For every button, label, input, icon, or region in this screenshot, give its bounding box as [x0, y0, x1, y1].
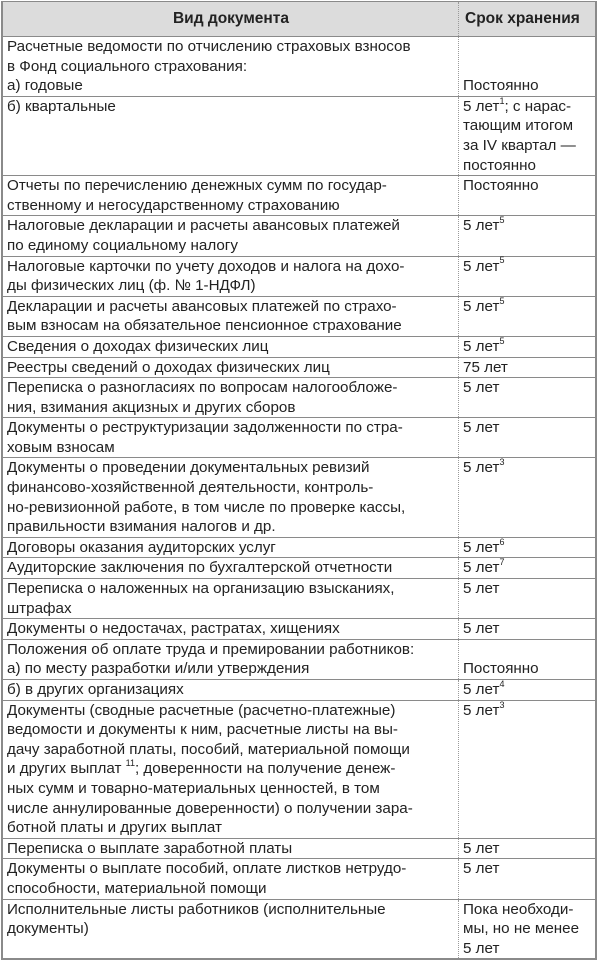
- term-value: 5 лет: [463, 257, 500, 275]
- term-cell: [459, 296, 597, 336]
- term-cell: [459, 458, 597, 537]
- document-line: ведомости и документы к ним, расчетные листы на вы-: [7, 721, 398, 739]
- document-cell: [2, 700, 459, 838]
- document-line: ды физических лиц (ф. № 1-НДФЛ): [7, 277, 256, 295]
- term-cell: [459, 619, 597, 640]
- term-line: Постоянно: [463, 660, 539, 678]
- document-cell: [2, 37, 459, 97]
- table-row: [2, 96, 596, 175]
- table-row: [2, 357, 596, 378]
- document-cell: [2, 418, 459, 458]
- footnote-ref: 6: [499, 536, 505, 547]
- table-row: [2, 579, 596, 619]
- document-cell: [2, 579, 459, 619]
- term-value: 75 лет: [463, 358, 508, 376]
- document-cell: [2, 216, 459, 256]
- document-line: но-ревизионной работе, в том числе по проверке кассы,: [7, 498, 406, 516]
- term-cell: [459, 579, 597, 619]
- document-line: ния, взимания акцизных и других сборов: [7, 398, 296, 416]
- term-cell: [459, 838, 597, 859]
- document-cell: [2, 859, 459, 899]
- document-line: Сведения о доходах физических лиц: [7, 337, 269, 355]
- retention-table: [1, 1, 597, 960]
- term-cell: [459, 216, 597, 256]
- term-value: 5 лет: [463, 701, 500, 719]
- document-line: штрафах: [7, 599, 72, 617]
- document-cell: [2, 680, 459, 701]
- document-line: Аудиторские заключения по бухгалтерской отчетности: [7, 559, 393, 577]
- document-line: способности, материальной помощи: [7, 879, 267, 897]
- term-line: постоянно: [463, 156, 536, 174]
- term-line: мы, но не менее: [463, 920, 580, 938]
- document-line: Исполнительные листы работников (исполнительные: [7, 900, 386, 918]
- header-retention-period: Срок хранения: [459, 2, 597, 37]
- table-row: [2, 336, 596, 357]
- term-line: Постоянно: [463, 77, 539, 95]
- document-cell: [2, 537, 459, 558]
- table-row: [2, 558, 596, 579]
- footnote-ref: 11: [125, 758, 135, 769]
- document-line: финансово-хозяйственной деятельности, контроль-: [7, 479, 374, 497]
- document-line: по единому социальному налогу: [7, 236, 238, 254]
- table-row: [2, 176, 596, 216]
- table-row: [2, 216, 596, 256]
- document-cell: [2, 639, 459, 679]
- table-row: [2, 619, 596, 640]
- document-line: вым взносам на обязательное пенсионное страхование: [7, 317, 402, 335]
- term-cell: [459, 357, 597, 378]
- document-cell: [2, 378, 459, 418]
- term-cell: [459, 899, 597, 959]
- term-value: 5 лет: [463, 297, 500, 315]
- document-line: правильности взимания налогов и др.: [7, 518, 276, 536]
- term-value: 5 лет: [463, 681, 500, 698]
- document-line: дачу заработной платы, пособий, материальной помощи: [7, 740, 410, 758]
- table-row: [2, 859, 596, 899]
- document-cell: [2, 357, 459, 378]
- term-cell: [459, 639, 597, 679]
- footnote-ref: 5: [499, 255, 505, 266]
- term-value: 5 лет: [463, 337, 500, 355]
- document-cell: [2, 176, 459, 216]
- document-line: ховым взносам: [7, 438, 115, 456]
- footnote-ref: 5: [499, 335, 505, 346]
- term-line: 5 лет: [463, 939, 500, 957]
- document-line: б) в других организациях: [7, 681, 184, 698]
- document-line: Документы о реструктуризации задолженности по стра-: [7, 419, 403, 437]
- document-cell: [2, 256, 459, 296]
- table-row: [2, 418, 596, 458]
- document-line: числе аннулированные доверенности) о получении зара-: [7, 799, 413, 817]
- term-value: 5 лет: [463, 459, 500, 477]
- term-line: Пока необходи-: [463, 900, 574, 918]
- table-row: [2, 700, 596, 838]
- document-line: Договоры оказания аудиторских услуг: [7, 538, 276, 556]
- term-cell: [459, 537, 597, 558]
- term-cell: [459, 336, 597, 357]
- document-cell: [2, 336, 459, 357]
- document-line: Документы о проведении документальных ревизий: [7, 459, 370, 477]
- term-cell: [459, 558, 597, 579]
- document-line: в Фонд социального страхования:: [7, 57, 248, 75]
- term-line: за IV квартал —: [463, 136, 576, 154]
- document-cell: [2, 296, 459, 336]
- footnote-ref: 5: [499, 215, 505, 226]
- term-value: 5 лет: [463, 620, 500, 638]
- footnote-ref: 1: [499, 95, 505, 106]
- document-line: Документы (сводные расчетные (расчетно-платежные): [7, 701, 396, 719]
- document-line: ных сумм и товарно-материальных ценностей, в том: [7, 779, 380, 797]
- document-line: Отчеты по перечислению денежных сумм по государ-: [7, 177, 387, 195]
- table-row: [2, 256, 596, 296]
- term-value: 5 лет: [463, 419, 500, 437]
- document-line: Документы о недостачах, растратах, хищениях: [7, 620, 340, 638]
- table-row: [2, 639, 596, 679]
- footnote-ref: 3: [499, 457, 505, 468]
- table-header-row: [2, 2, 596, 37]
- table-row: [2, 378, 596, 418]
- footnote-ref: 5: [499, 295, 505, 306]
- document-line: Переписка о разногласиях по вопросам налогообложе-: [7, 379, 398, 397]
- footnote-ref: 7: [499, 557, 505, 568]
- term-cell: [459, 176, 597, 216]
- document-line: Положения об оплате труда и премировании работников:: [7, 640, 415, 658]
- term-rest: ; с нарас-: [504, 97, 572, 115]
- term-cell: [459, 859, 597, 899]
- document-line: ственному и негосударственному страхованию: [7, 196, 340, 214]
- document-line: и других выплат: [7, 760, 126, 778]
- footnote-ref: 3: [499, 699, 505, 710]
- term-cell: [459, 256, 597, 296]
- term-value: 5 лет: [463, 580, 500, 598]
- document-line: Переписка о наложенных на организацию взысканиях,: [7, 580, 395, 598]
- table-row: [2, 537, 596, 558]
- document-line: Декларации и расчеты авансовых платежей по страхо-: [7, 297, 397, 315]
- term-cell: [459, 418, 597, 458]
- document-cell: [2, 96, 459, 175]
- table-row: [2, 458, 596, 537]
- document-line: Налоговые карточки по учету доходов и налога на дохо-: [7, 257, 405, 275]
- document-line: Переписка о выплате заработной платы: [7, 839, 293, 857]
- term-cell: [459, 96, 597, 175]
- term-line: тающим итогом: [463, 117, 574, 135]
- document-line: а) годовые: [7, 77, 83, 95]
- document-line: Налоговые декларации и расчеты авансовых платежей: [7, 217, 400, 235]
- document-line: ботной платы и других выплат: [7, 819, 223, 837]
- table-row: [2, 899, 596, 959]
- term-cell: [459, 700, 597, 838]
- document-cell: [2, 458, 459, 537]
- document-cell: [2, 558, 459, 579]
- term-cell: [459, 680, 597, 701]
- document-line: ; доверенности на получение денеж-: [134, 760, 396, 778]
- term-value: 5 лет: [463, 839, 500, 857]
- document-cell: [2, 899, 459, 959]
- table-row: [2, 838, 596, 859]
- term-value: 5 лет: [463, 97, 500, 115]
- term-value: 5 лет: [463, 559, 500, 577]
- table-row: [2, 680, 596, 701]
- document-line: документы): [7, 920, 89, 938]
- document-cell: [2, 838, 459, 859]
- document-line: б) квартальные: [7, 97, 116, 115]
- document-line: Реестры сведений о доходах физических лиц: [7, 358, 330, 376]
- term-value: 5 лет: [463, 217, 500, 235]
- document-line: Расчетные ведомости по отчислению страховых взносов: [7, 38, 411, 55]
- term-value: 5 лет: [463, 379, 500, 397]
- header-document-type: Вид документа: [2, 2, 459, 37]
- term-value: 5 лет: [463, 860, 500, 878]
- term-cell: [459, 378, 597, 418]
- document-cell: [2, 619, 459, 640]
- term-value: 5 лет: [463, 538, 500, 556]
- document-line: а) по месту разработки и/или утверждения: [7, 660, 310, 678]
- footnote-ref: 4: [499, 678, 505, 689]
- term-cell: [459, 37, 597, 97]
- document-line: Документы о выплате пособий, оплате листков нетрудо-: [7, 860, 407, 878]
- term-value: Постоянно: [463, 177, 539, 195]
- table-row: [2, 37, 596, 97]
- table-row: [2, 296, 596, 336]
